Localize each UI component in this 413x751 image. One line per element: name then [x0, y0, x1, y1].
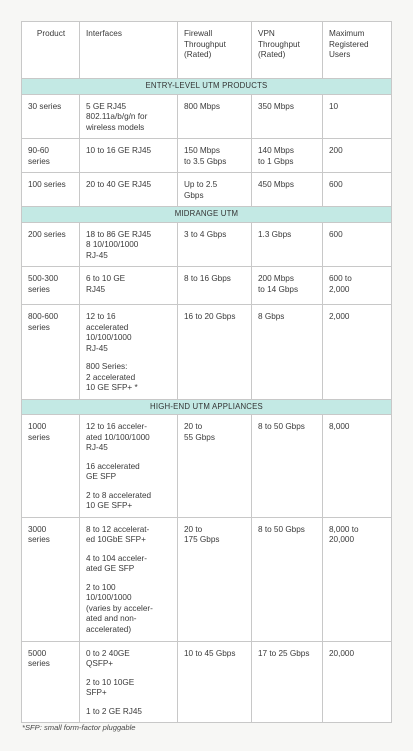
cell-line: (varies by acceler- [86, 603, 153, 613]
table-row [22, 173, 392, 207]
cell-line: 8 to 16 Gbps [184, 274, 231, 283]
interface-spec [86, 180, 172, 191]
cell-line: RJ-45 [86, 443, 108, 452]
cell-line: 600 [329, 180, 343, 189]
interfaces-cell [80, 94, 178, 139]
vpn-throughput-cell [252, 267, 323, 305]
interface-spec [86, 525, 172, 546]
vpn-throughput-cell [252, 173, 323, 207]
cell-line: 8,000 to [329, 524, 359, 534]
cell-line: 140 Mbps [258, 146, 294, 155]
header-line: Throughput [258, 39, 300, 49]
cell-line: 20,000 [329, 648, 355, 658]
cell-line: series [28, 156, 50, 166]
cell-line: 350 Mbps [258, 101, 294, 111]
cell-line: 3 to 4 Gbps [184, 229, 227, 239]
vpn-throughput-cell [252, 139, 323, 173]
firewall-throughput-cell [178, 305, 252, 400]
interface-spec [86, 362, 172, 394]
cell-line: ated and non- [86, 614, 137, 623]
header-line: (Rated) [258, 50, 286, 59]
cell-line: 6 to 10 GE [86, 274, 126, 283]
interface-spec [86, 230, 172, 262]
table-row [22, 415, 392, 518]
section-title: ENTRY-LEVEL UTM PRODUCTS [22, 79, 392, 95]
product-cell [22, 641, 80, 723]
cell-line: 100 series [28, 180, 66, 189]
header-line: Registered [329, 39, 369, 49]
max-users-cell [323, 641, 392, 723]
cell-line: 18 to 86 GE RJ45 [86, 229, 152, 239]
cell-line: 10 to 45 Gbps [184, 648, 236, 658]
table-body [22, 79, 392, 723]
table-header-row [22, 22, 392, 79]
cell-line: 4 to 104 acceler- [86, 553, 147, 563]
interface-spec [86, 312, 172, 354]
firewall-throughput-cell [178, 267, 252, 305]
interface-spec [86, 707, 172, 718]
table-row [22, 139, 392, 173]
interface-spec [86, 146, 172, 157]
table-row [22, 94, 392, 139]
section-title: HIGH-END UTM APPLIANCES [22, 399, 392, 415]
cell-line: series [28, 432, 50, 442]
max-users-cell [323, 222, 392, 267]
cell-line: 2 to 10 10GE [86, 677, 135, 687]
firewall-throughput-cell [178, 173, 252, 207]
header-line: Throughput [184, 39, 226, 49]
cell-line: 8 to 50 Gbps [258, 524, 305, 534]
cell-line: 1.3 Gbps [258, 229, 292, 239]
firewall-throughput-cell [178, 94, 252, 139]
interface-spec [86, 649, 172, 670]
cell-line: GE SFP [86, 472, 117, 481]
interface-spec [86, 678, 172, 699]
cell-line: ated 10/100/1000 [86, 432, 150, 442]
interfaces-cell [80, 267, 178, 305]
cell-line: RJ-45 [86, 343, 108, 353]
firewall-throughput-cell [178, 517, 252, 641]
product-cell [22, 94, 80, 139]
vpn-throughput-cell [252, 641, 323, 723]
cell-line: 8 to 50 Gbps [258, 422, 305, 431]
table-row [22, 641, 392, 723]
cell-line: 800-600 [28, 312, 59, 321]
header-line: VPN [258, 29, 275, 38]
cell-line: accelerated) [86, 624, 132, 634]
cell-line: 600 to [329, 274, 352, 283]
section-header-row [22, 399, 392, 415]
cell-line: RJ45 [86, 284, 106, 294]
header-line: Firewall [184, 29, 213, 38]
product-cell [22, 222, 80, 267]
max-users-cell [323, 517, 392, 641]
section-header-row [22, 79, 392, 95]
cell-line: 200 [329, 146, 343, 155]
cell-line: 10/100/1000 [86, 333, 132, 342]
cell-line: 2 accelerated [86, 372, 136, 382]
interface-spec [86, 583, 172, 636]
interfaces-cell [80, 641, 178, 723]
interface-spec [86, 422, 172, 454]
cell-line: 10 GE SFP+ * [86, 383, 138, 392]
cell-line: 8,000 [329, 422, 350, 431]
cell-line: to 1 Gbps [258, 156, 294, 166]
product-cell [22, 173, 80, 207]
cell-line: series [28, 535, 50, 544]
cell-line: SFP+ [86, 688, 107, 697]
vpn-throughput-cell [252, 94, 323, 139]
cell-line: series [28, 284, 50, 294]
cell-line: 8 Gbps [258, 312, 285, 321]
header-line: (Rated) [184, 50, 212, 59]
cell-line: 2,000 [329, 284, 350, 294]
interfaces-cell [80, 139, 178, 173]
cell-line: 2,000 [329, 312, 350, 321]
cell-line: 10 [329, 101, 339, 111]
interface-spec [86, 491, 172, 512]
product-cell [22, 139, 80, 173]
cell-line: 200 Mbps [258, 274, 294, 283]
vpn-throughput-cell [252, 305, 323, 400]
cell-line: 0 to 2 40GE [86, 648, 130, 658]
table-row [22, 267, 392, 305]
cell-line: 55 Gbps [184, 432, 215, 442]
cell-line: 10/100/1000 [86, 593, 132, 602]
cell-line: 800 Series: [86, 362, 128, 371]
cell-line: RJ-45 [86, 250, 108, 260]
cell-line: 90-60 [28, 146, 49, 155]
firewall-throughput-cell [178, 222, 252, 267]
cell-line: series [28, 322, 50, 332]
max-users-cell [323, 94, 392, 139]
cell-line: 12 to 16 acceler- [86, 422, 147, 431]
interface-spec [86, 554, 172, 575]
cell-line: 2 to 100 [86, 582, 116, 592]
cell-line: series [28, 659, 50, 668]
cell-line: Up to 2.5 [184, 180, 218, 189]
cell-line: Gbps [184, 190, 204, 200]
interface-spec [86, 462, 172, 483]
max-users-cell [323, 267, 392, 305]
header-line: Users [329, 50, 351, 59]
cell-line: 600 [329, 229, 343, 239]
cell-line: 802.11a/b/g/n for [86, 112, 148, 121]
header-line: Maximum [329, 29, 365, 38]
cell-line: 1000 [28, 422, 47, 431]
header-firewall-throughput [178, 22, 252, 79]
cell-line: 5000 [28, 648, 47, 658]
cell-line: 16 accelerated [86, 461, 140, 471]
cell-line: 3000 [28, 524, 47, 534]
product-cell [22, 267, 80, 305]
firewall-throughput-cell [178, 139, 252, 173]
section-header-row [22, 207, 392, 223]
header-max-users [323, 22, 392, 79]
vpn-throughput-cell [252, 415, 323, 518]
cell-line: 450 Mbps [258, 180, 294, 189]
utm-product-table [21, 21, 392, 723]
cell-line: 8 10/100/1000 [86, 240, 139, 249]
table-row [22, 517, 392, 641]
interfaces-cell [80, 517, 178, 641]
cell-line: 20 to [184, 524, 203, 534]
cell-line: 20 to [184, 422, 203, 431]
cell-line: 1 to 2 GE RJ45 [86, 706, 142, 716]
interface-spec [86, 274, 172, 295]
footnote: *SFP: small form-factor pluggable [22, 723, 136, 732]
max-users-cell [323, 173, 392, 207]
header-vpn-throughput [252, 22, 323, 79]
cell-line: 2 to 8 accelerated [86, 490, 152, 500]
cell-line: 175 Gbps [184, 535, 220, 544]
cell-line: 17 to 25 Gbps [258, 648, 310, 658]
table-row [22, 305, 392, 400]
cell-line: ed 10GbE SFP+ [86, 535, 146, 544]
product-cell [22, 305, 80, 400]
section-title: MIDRANGE UTM [22, 207, 392, 223]
max-users-cell [323, 415, 392, 518]
product-cell [22, 415, 80, 518]
cell-line: 800 Mbps [184, 101, 220, 111]
cell-line: 200 series [28, 229, 66, 239]
cell-line: wireless models [86, 122, 145, 132]
cell-line: 8 to 12 accelerat- [86, 524, 150, 534]
firewall-throughput-cell [178, 415, 252, 518]
cell-line: 20,000 [329, 535, 355, 544]
table-row [22, 222, 392, 267]
interface-spec [86, 102, 172, 134]
cell-line: 30 series [28, 101, 62, 111]
cell-line: QSFP+ [86, 659, 114, 668]
max-users-cell [323, 305, 392, 400]
cell-line: 5 GE RJ45 [86, 101, 127, 111]
interfaces-cell [80, 173, 178, 207]
header-product: Product [22, 22, 80, 79]
firewall-throughput-cell [178, 641, 252, 723]
cell-line: 12 to 16 [86, 312, 116, 321]
product-cell [22, 517, 80, 641]
cell-line: 10 to 16 GE RJ45 [86, 146, 152, 155]
interfaces-cell [80, 415, 178, 518]
max-users-cell [323, 139, 392, 173]
vpn-throughput-cell [252, 222, 323, 267]
vpn-throughput-cell [252, 517, 323, 641]
interfaces-cell [80, 222, 178, 267]
interfaces-cell [80, 305, 178, 400]
header-interfaces: Interfaces [80, 22, 178, 79]
cell-line: 16 to 20 Gbps [184, 312, 236, 321]
cell-line: 20 to 40 GE RJ45 [86, 180, 152, 189]
cell-line: 150 Mbps [184, 146, 220, 155]
cell-line: 500-300 [28, 274, 59, 283]
cell-line: accelerated [86, 322, 129, 332]
cell-line: ated GE SFP [86, 564, 135, 573]
cell-line: 10 GE SFP+ [86, 501, 133, 510]
cell-line: to 14 Gbps [258, 284, 299, 294]
cell-line: to 3.5 Gbps [184, 156, 227, 166]
